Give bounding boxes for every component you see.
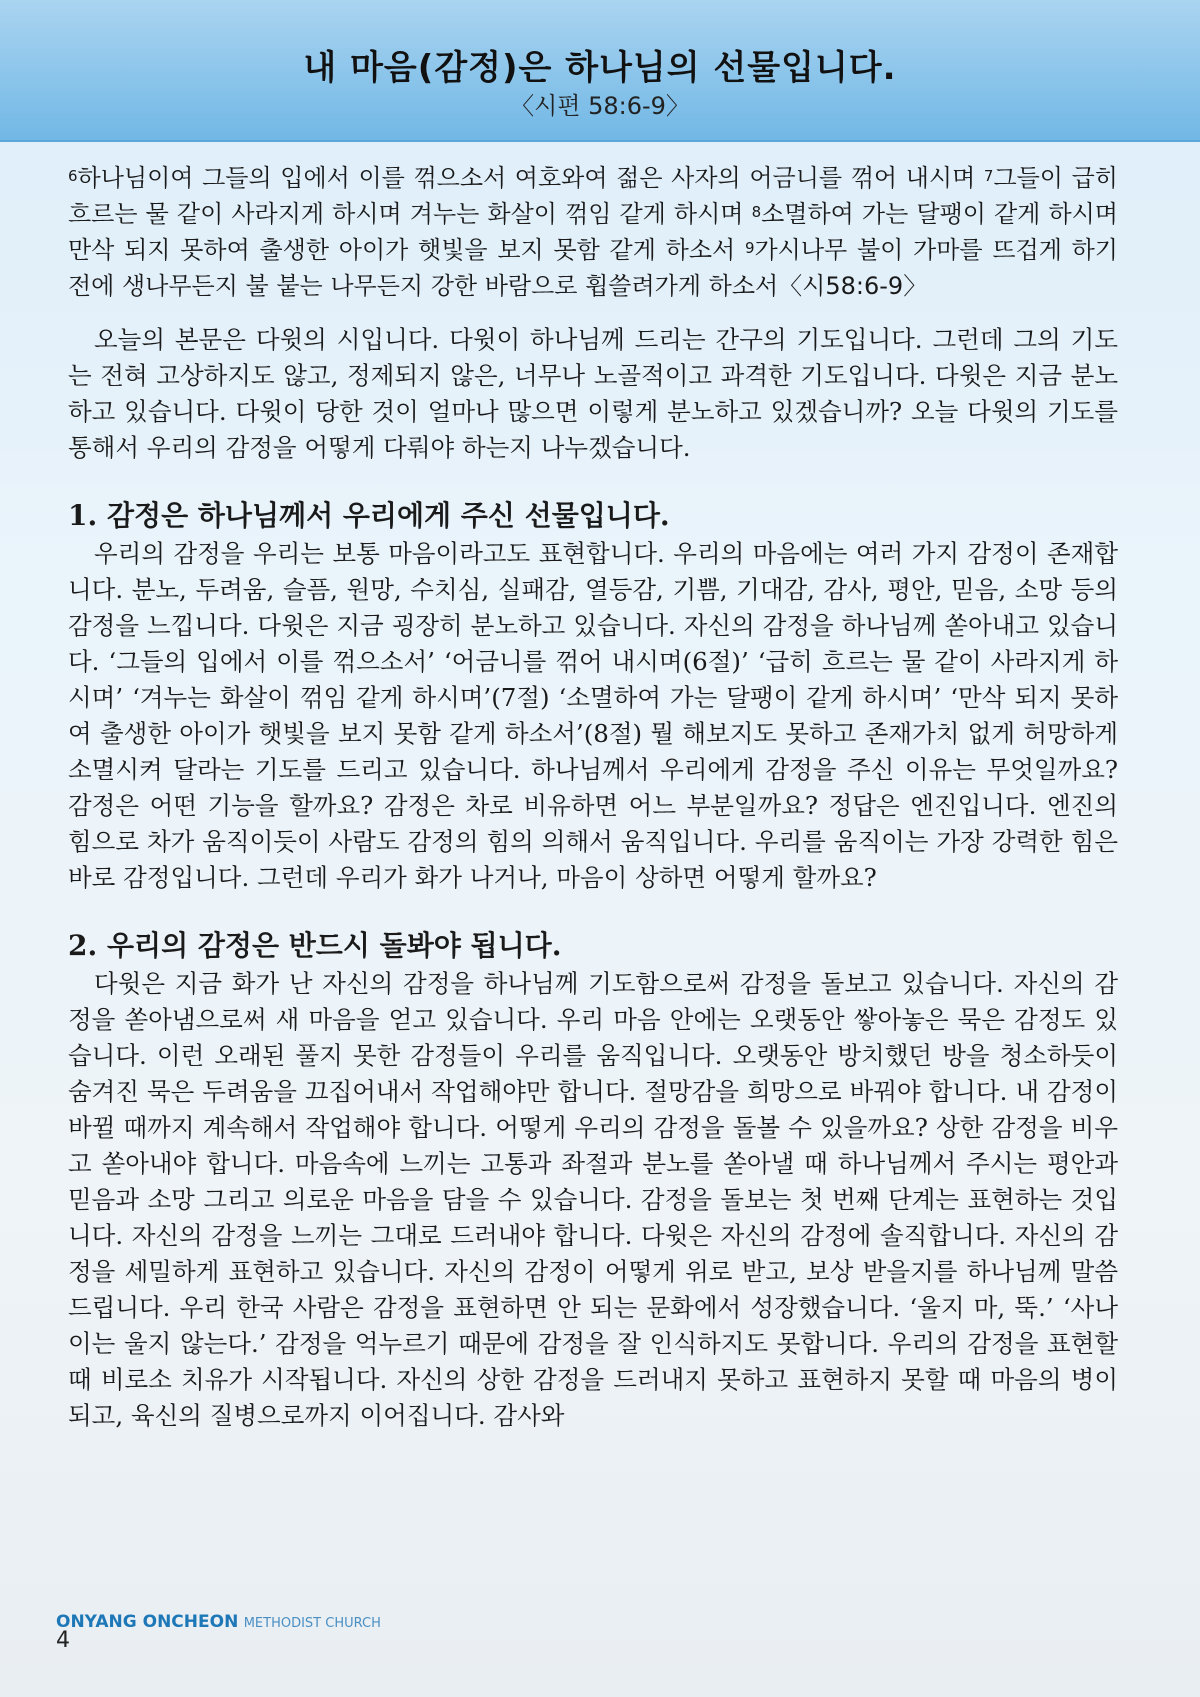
verse-number: 9 (744, 239, 755, 257)
article-body (68, 160, 1118, 1434)
section-1-heading: 1. 감정은 하나님께서 우리에게 주신 선물입니다. (68, 499, 670, 532)
verse-text: 하나님이여 그들의 입에서 이를 꺾으소서 여호와여 젊은 사자의 어금니를 꺾어 내시며 (77, 164, 984, 192)
section-2-paragraph: 다윗은 지금 화가 난 자신의 감정을 하나님께 기도함으로써 감정을 돌보고 있습니다. 자신의 감정을 쏟아냄으로써 새 마음을 얻고 있습니다. 우리 마음 안에는 오랫동안 쌓아놓은 묵은 감정도 있습니다. 이런 오래된 풀지 못한 감정들이 우리를 움직입니다. 오랫동안 방치했던 방을 청소하듯이 숨겨진 묵은 두려움을 끄집어내서 작업해야만 합니다. 절망감을 희망으로 바꿔야 합니다. 내 감정이 바뀔 때까지 계속해서 작업해야 합니다. 어떻게 우리의 감정을 돌볼 수 있을까요? 상한 감정을 비우고 쏟아내야 합니다. 마음속에 느끼는 고통과 좌절과 분노를 쏟아낼 때 하나님께서 주시는 평안과 믿음과 소망 그리고 의로운 마음을 담을 수 있습니다. 감정을 돌보는 첫 번째 단계는 표현하는 것입니다. 자신의 감정을 느끼는 그대로 드러내야 합니다. 다윗은 자신의 감정에 솔직합니다. 자신의 감정을 세밀하게 표현하고 있습니다. 자신의 감정이 어떻게 위로 받고, 보상 받을지를 하나님께 말씀드립니다. 우리 한국 사람은 감정을 표현하면 안 되는 문화에서 성장했습니다. ‘울지 마, 뚝.’ ‘사나이는 울지 않는다.’ 감정을 억누르기 때문에 감정을 잘 인식하지도 못합니다. 우리의 감정을 표현할 때 비로소 치유가 시작됩니다. 자신의 상한 감정을 드러내지 못하고 표현하지 못할 때 마음의 병이 되고, 육신의 질병으로까지 이어집니다. 감사와 (68, 969, 1118, 1430)
scripture-passage (68, 160, 1118, 304)
verse-text: 가시나무 불이 가마를 뜨겁게 하기 전에 생나무든지 불 붙는 나무든지 강한 바람으로 휩쓸려가게 하소서〈시58:6-9〉 (68, 236, 1118, 300)
section-2-heading: 2. 우리의 감정은 반드시 돌봐야 됩니다. (68, 929, 562, 962)
scripture-reference: 〈시편 58:6-9〉 (510, 92, 690, 120)
church-subtitle: METHODIST CHURCH (243, 1616, 381, 1631)
church-logo (56, 1612, 381, 1632)
verse-number: 7 (983, 167, 994, 185)
page-title: 내 마음(감정)은 하나님의 선물입니다. (303, 48, 897, 88)
page-header (0, 0, 1200, 142)
verse-number: 8 (751, 203, 762, 221)
church-name: ONYANG ONCHEON (56, 1612, 239, 1632)
verse-text: 소멸하여 가는 달팽이 같게 하시며 만삭 되지 못하여 출생한 아이가 햇빛을 보지 못함 같게 하소서 (68, 200, 1118, 264)
verse-number: 6 (68, 167, 78, 185)
page-number: 4 (56, 1628, 70, 1653)
intro-paragraph: 오늘의 본문은 다윗의 시입니다. 다윗이 하나님께 드리는 간구의 기도입니다. 그런데 그의 기도는 전혀 고상하지도 않고, 정제되지 않은, 너무나 노골적이고 과격한 기도입니다. 다윗은 지금 분노하고 있습니다. 다윗이 당한 것이 얼마나 많으면 이렇게 분노하고 있겠습니까? 오늘 다윗의 기도를 통해서 우리의 감정을 어떻게 다뤄야 하는지 나누겠습니다. (68, 325, 1118, 462)
section-1-paragraph: 우리의 감정을 우리는 보통 마음이라고도 표현합니다. 우리의 마음에는 여러 가지 감정이 존재합니다. 분노, 두려움, 슬픔, 원망, 수치심, 실패감, 열등감, 기쁨, 기대감, 감사, 평안, 믿음, 소망 등의 감정을 느낍니다. 다윗은 지금 굉장히 분노하고 있습니다. 자신의 감정을 하나님께 쏟아내고 있습니다. ‘그들의 입에서 이를 꺾으소서’ ‘어금니를 꺾어 내시며(6절)’ ‘급히 흐르는 물 같이 사라지게 하시며’ ‘겨누는 화살이 꺾임 같게 하시며’(7절) ‘소멸하여 가는 달팽이 같게 하시며’ ‘만삭 되지 못하여 출생한 아이가 햇빛을 보지 못함 같게 하소서’(8절) 뭘 해보지도 못하고 존재가치 없게 허망하게 소멸시켜 달라는 기도를 드리고 있습니다. 하나님께서 우리에게 감정을 주신 이유는 무엇일까요? 감정은 어떤 기능을 할까요? 감정은 차로 비유하면 어느 부분일까요? 정답은 엔진입니다. 엔진의 힘으로 차가 움직이듯이 사람도 감정의 힘의 의해서 움직입니다. 우리를 움직이는 가장 강력한 힘은 바로 감정입니다. 그런데 우리가 화가 나거나, 마음이 상하면 어떻게 할까요? (68, 539, 1118, 892)
verse-text: 그들이 급히 흐르는 물 같이 사라지게 하시며 겨누는 화살이 꺾임 같게 하시며 (68, 164, 1118, 228)
